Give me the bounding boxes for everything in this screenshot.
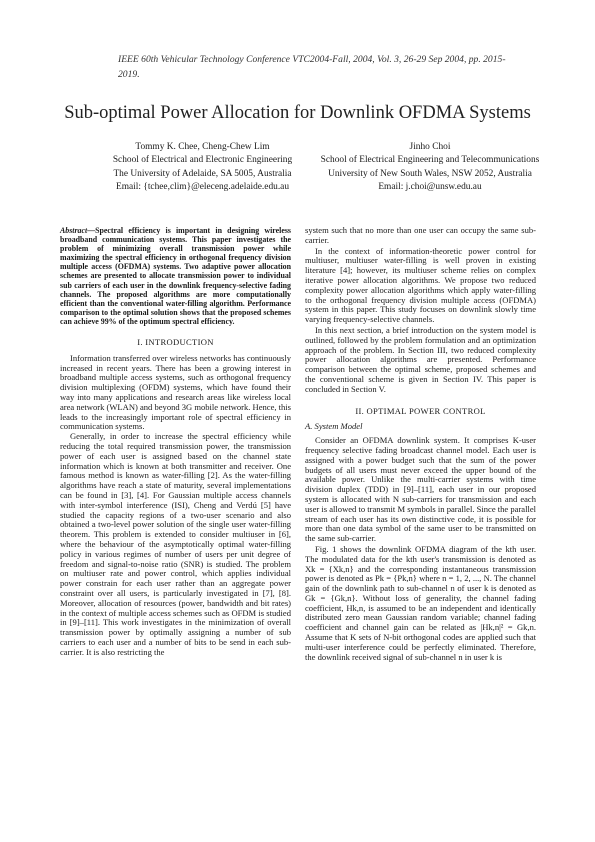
section-heading-introduction: I. INTRODUCTION xyxy=(137,337,214,348)
paragraph: system such that no more than one user can occupy the same sub-carrier. xyxy=(305,225,536,245)
subsection-heading-system-model: A. System Model xyxy=(305,421,363,432)
author-affiliation: University of New South Wales, NSW 2052, Australia xyxy=(328,168,532,179)
author-department: School of Electrical and Electronic Engineering xyxy=(112,155,293,166)
paragraph: Fig. 1 shows the downlink OFDMA diagram of the kth user. The modulated data for the kth user's transmission is denoted as Xk = {Xk,n} and the corresponding instantaneous transmission power is denoted as Pk = {Pk,n} where n = 1, 2, ..., N. The channel gain of the downlink path to sub-channel n of user k is denoted as Gk = {Gk,n}. Without loss of generality, the channel fading coefficient, Hk,n, is assumed to be an independent and identically distributed zero mean Gaussian random variable; channel fading coefficient and channel gain can be related as |Hk,n|² = Gk,n. Assume that K sets of N-bit orthogonal codes are applied such that multi-user interference could be perfectly eliminated. Therefore, the downlink received signal of sub-channel n in user k is xyxy=(305,543,536,662)
author-block-2 xyxy=(270,141,590,194)
abstract-text: —Spectral efficiency is important in designing wireless broadband communication systems. This paper investigates the problem of minimizing overall transmission power while maximizing the spectral efficiency in orthogonal frequency division multiple access (OFDMA) systems. Two adaptive power allocation schemes are presented to allocate transmission power to individual sub carriers of each user in the downlink frequency-selective fading channels. The proposed algorithms are more computationally efficient than the conventional water-filling algorithm. Performance comparison to the optimal solution shows that the proposed schemes can achieve 99% of the optimum spectral efficiency. xyxy=(60,226,291,326)
section-heading-optimal-power-control: II. OPTIMAL POWER CONTROL xyxy=(355,405,486,416)
author-name: Jinho Choi xyxy=(409,142,451,152)
author-email: Email: {tchee,clim}@eleceng.adelaide.edu.au xyxy=(115,181,290,192)
paper-title: Sub-optimal Power Allocation for Downlink OFDMA Systems xyxy=(64,103,531,123)
paragraph: Generally, in order to increase the spectral efficiency while reducing the total required transmission power, the transmission power of each user is assigned based on the channel state information which is known at both transmitter and receiver. One famous method is known as water-filling [2]. As the water-filling algorithms have reach a state of maturity, several implementations can be found in [3], [4]. For Gaussian multiple access channels with inter-symbol interference (ISI), Cheng and Verdú [5] have studied the capacity regions of a two-user scenario and also obtained a two-level power solution of the single user water-filling theorem. This problem is extended to consider multiuser in [6], where the behaviour of the asymptotically optimal water-filling policy in various regimes of number of users per unit degree of freedom and signal-to-noise ratio (SNR) is studied. The problem on multiuser rate and power control, which applies individual power constrain for each user rather than an aggregate power constraint over all users, is particularly investigated in [7], [8]. Moreover, allocation of resources (power, bandwidth and bit rates) in the context of multiple access schemes such as OFDM is studied in [9]–[11]. This work investigates in the minimization of overall transmission power by optimally assigning a number of sub carriers to each user and a number of bits to be send in each sub-carrier. It is also restricting the xyxy=(60,431,291,657)
citation-header: IEEE 60th Vehicular Technology Conference VTC2004-Fall, 2004, Vol. 3, 26-29 Sep 2004, pp. 2015-2019. xyxy=(118,54,506,80)
paragraph: Information transferred over wireless networks has continuously increased in recent years. There has been a growing interest in broadband multiple access systems, such as orthogonal frequency division multiplexing (OFDM) systems, which have found their way into many applications and research areas like wireless local area network (WLAN) and beyond 3G mobile network. Hence, this leads to the increasingly important role of spectral efficiency in communication systems. xyxy=(60,352,291,432)
paragraph: In this next section, a brief introduction on the system model is outlined, followed by the problem formulation and an optimization approach of the problem. In Section III, two reduced complexity power allocation algorithms are presented. Performance comparison between the optimal scheme, proposed schemes and the conventional scheme is given in Section IV. This paper is concluded in Section V. xyxy=(305,324,536,394)
abstract xyxy=(60,226,291,326)
abstract-lead: Abstract xyxy=(60,226,88,235)
left-column xyxy=(60,226,291,658)
right-column xyxy=(305,226,536,662)
author-department: School of Electrical Engineering and Telecommunications xyxy=(320,155,540,166)
paragraph: Consider an OFDMA downlink system. It comprises K-user frequency selective fading broadcast channel model. Each user is assigned with a power budget such that the sum of the power budgets of all users must never exceed the upper bound of the available power. Unlike the multi-carrier systems with time division duplex (TDD) in [9]–[11], each user in our proposed system is allocated with N sub-carriers for transmission and each user is allowed to transmit M symbols in parallel. Since the parallel stream of each user has its own distinctive code, it is possible for more than one data symbol of the same user to be transmitted on the same sub-carrier. xyxy=(305,435,536,544)
paragraph: In the context of information-theoretic power control for multiuser, multiuser water-filling is well proven in existing literature [4]; however, its multiuser scheme relies on complex iterative power allocation algorithms. We propose two reduced complexity power allocation algorithms which apply water-filling to the orthogonal frequency division multiple access (OFDMA) system in this paper. This study focuses on downlink slowly time varying frequency-selective channels. xyxy=(305,245,536,325)
author-name: Tommy K. Chee, Cheng-Chew Lim xyxy=(135,142,270,152)
author-email: Email: j.choi@unsw.edu.au xyxy=(378,181,482,192)
author-affiliation: The University of Adelaide, SA 5005, Australia xyxy=(113,168,292,179)
